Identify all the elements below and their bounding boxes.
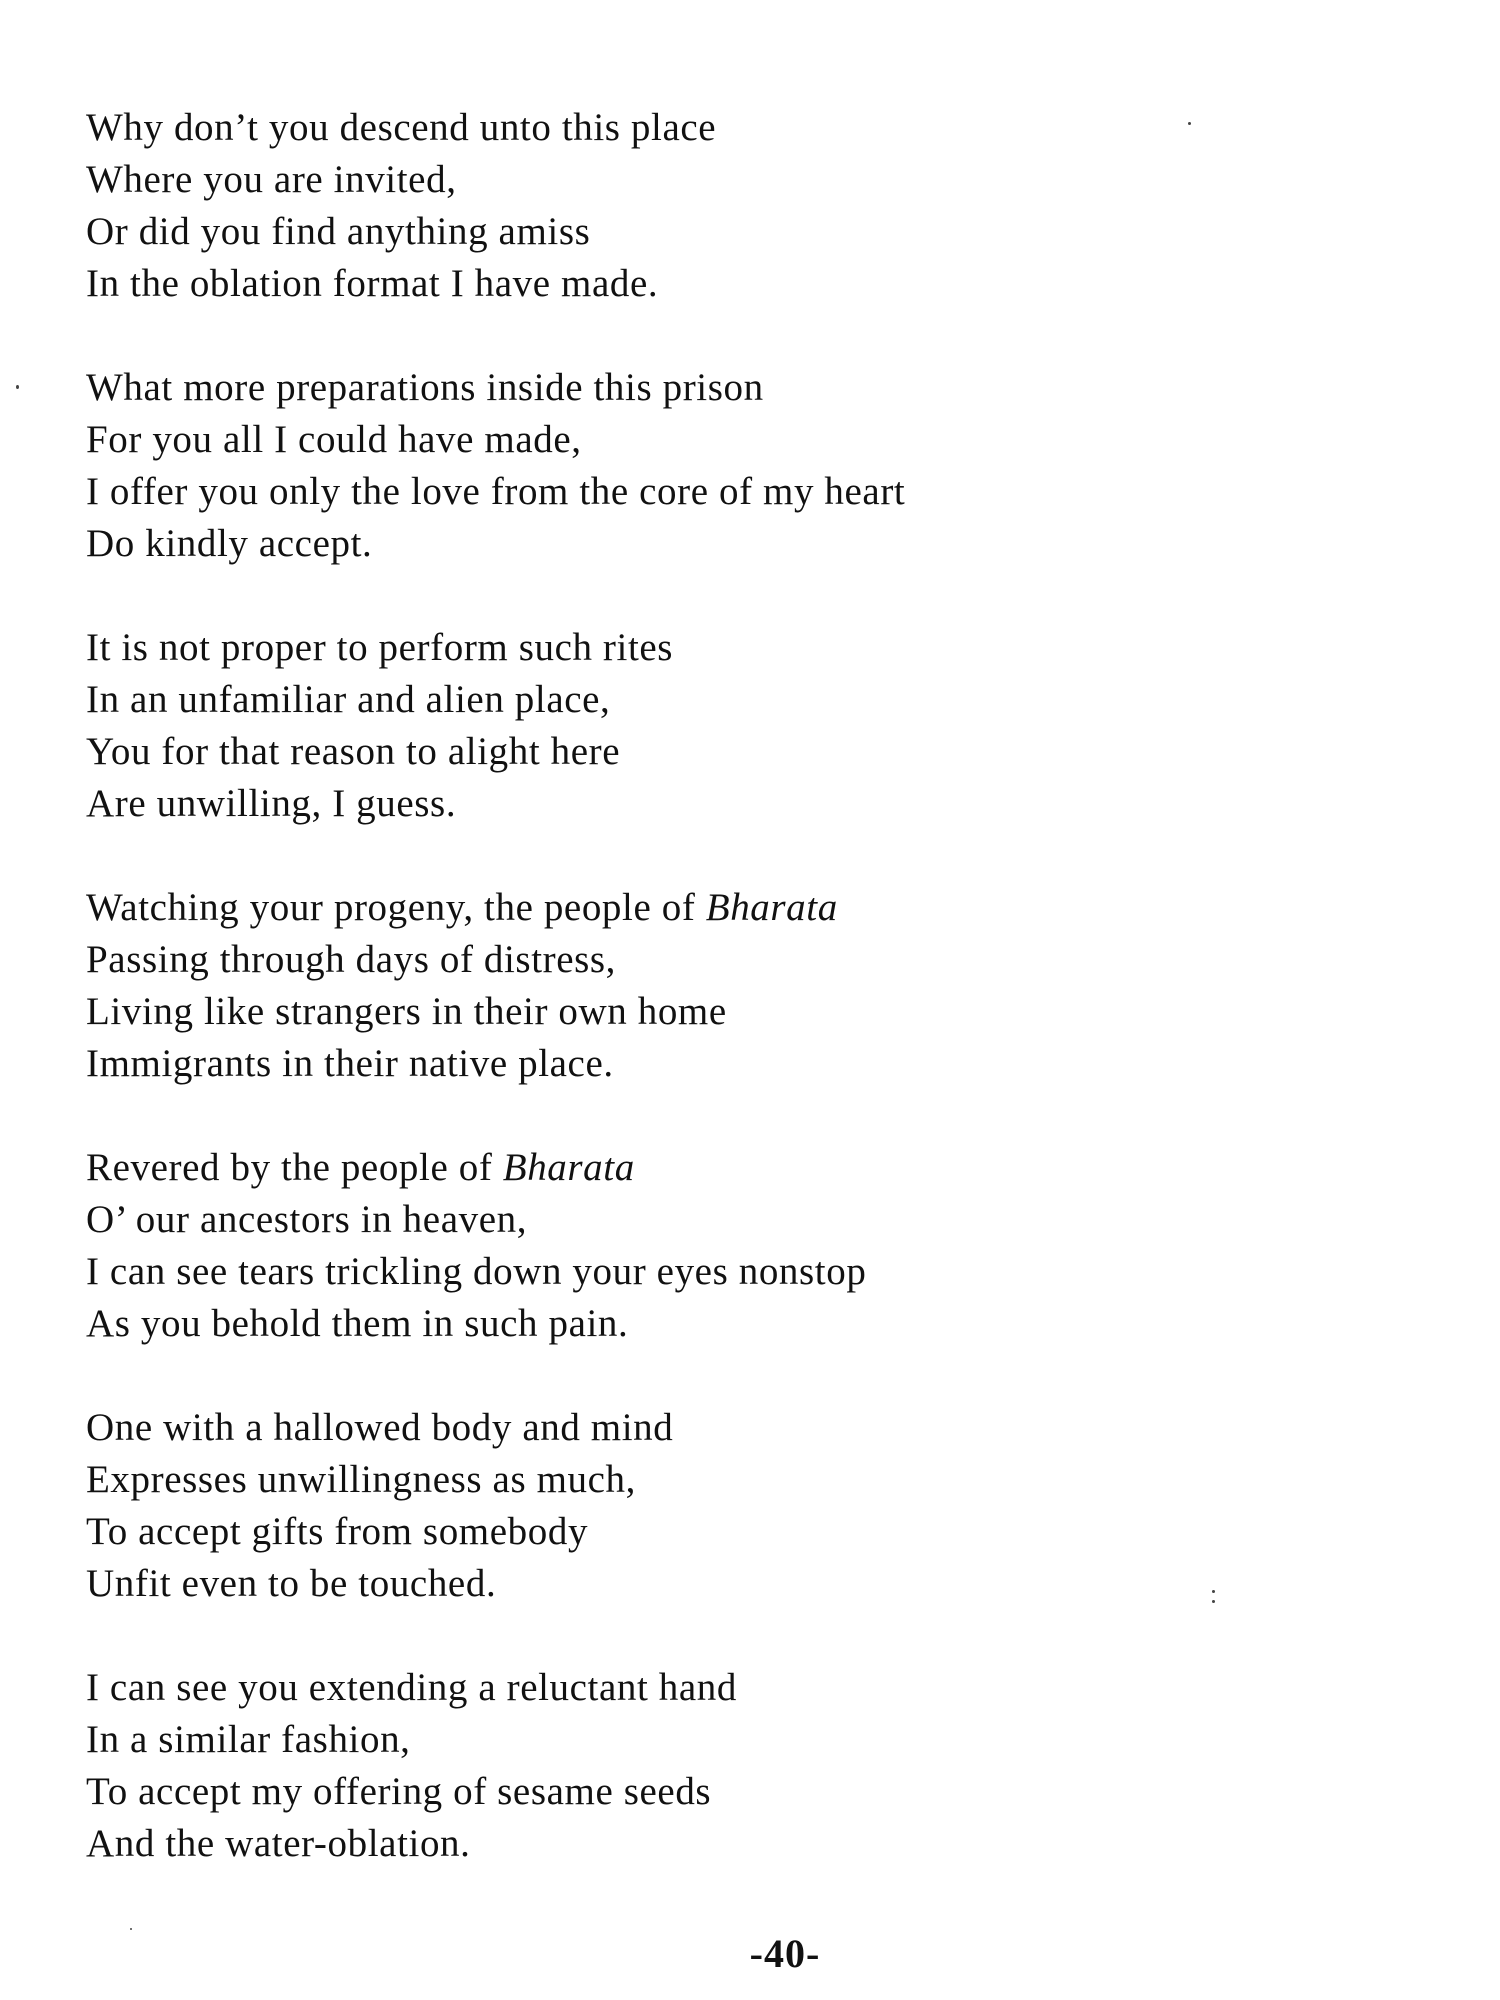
poem-line-text: Revered by the people of [86,1146,503,1189]
poem-line: You for that reason to alight here [86,730,621,773]
scan-speck [1212,1600,1215,1603]
poem-line: To accept my offering of sesame seeds [86,1770,712,1813]
poem-line: Do kindly accept. [86,522,373,565]
stanza-6 [86,1402,1406,1610]
poem-line: Or did you find anything amiss [86,210,591,253]
poem-line: For you all I could have made, [86,418,582,461]
poem-line [86,882,1406,934]
scan-speck [1188,122,1191,125]
poem-line: Expresses unwillingness as much, [86,1458,636,1501]
poem-line: What more preparations inside this prison [86,366,764,409]
page-number: -40- [749,1931,821,1976]
scan-speck [1212,1590,1215,1593]
poem-line: O’ our ancestors in heaven, [86,1198,528,1241]
poem-line: I can see tears trickling down your eyes nonstop [86,1250,867,1293]
poem-line: Why don’t you descend unto this place [86,106,717,149]
stanza-3 [86,622,1406,830]
poem-line: It is not proper to perform such rites [86,626,674,669]
poem-line: Unfit even to be touched. [86,1562,497,1605]
poem-line: In a similar fashion, [86,1718,411,1761]
poem-line [86,1142,1406,1194]
scan-speck [130,1928,132,1930]
scan-speck [16,385,19,389]
poem-line: One with a hallowed body and mind [86,1406,674,1449]
stanza-7 [86,1662,1406,1870]
poem-line: In an unfamiliar and alien place, [86,678,611,721]
poem-line: And the water-oblation. [86,1822,471,1865]
poem-line: I can see you extending a reluctant hand [86,1666,737,1709]
poem-line: Living like strangers in their own home [86,990,727,1033]
stanza-1 [86,102,1406,310]
italic-word: Bharata [705,886,838,929]
stanza-4 [86,882,1406,1090]
poem-line: As you behold them in such pain. [86,1302,629,1345]
stanza-2 [86,362,1406,570]
stanza-5 [86,1142,1406,1350]
poem-body [86,102,1406,1922]
poem-line: Passing through days of distress, [86,938,617,981]
poem-line: To accept gifts from somebody [86,1510,589,1553]
poem-line: I offer you only the love from the core of my heart [86,470,906,513]
poem-line: Where you are invited, [86,158,457,201]
poem-line: Immigrants in their native place. [86,1042,614,1085]
poem-line: Are unwilling, I guess. [86,782,457,825]
italic-word: Bharata [502,1146,635,1189]
poem-line: In the oblation format I have made. [86,262,659,305]
poem-line-text: Watching your progeny, the people of [86,886,706,929]
